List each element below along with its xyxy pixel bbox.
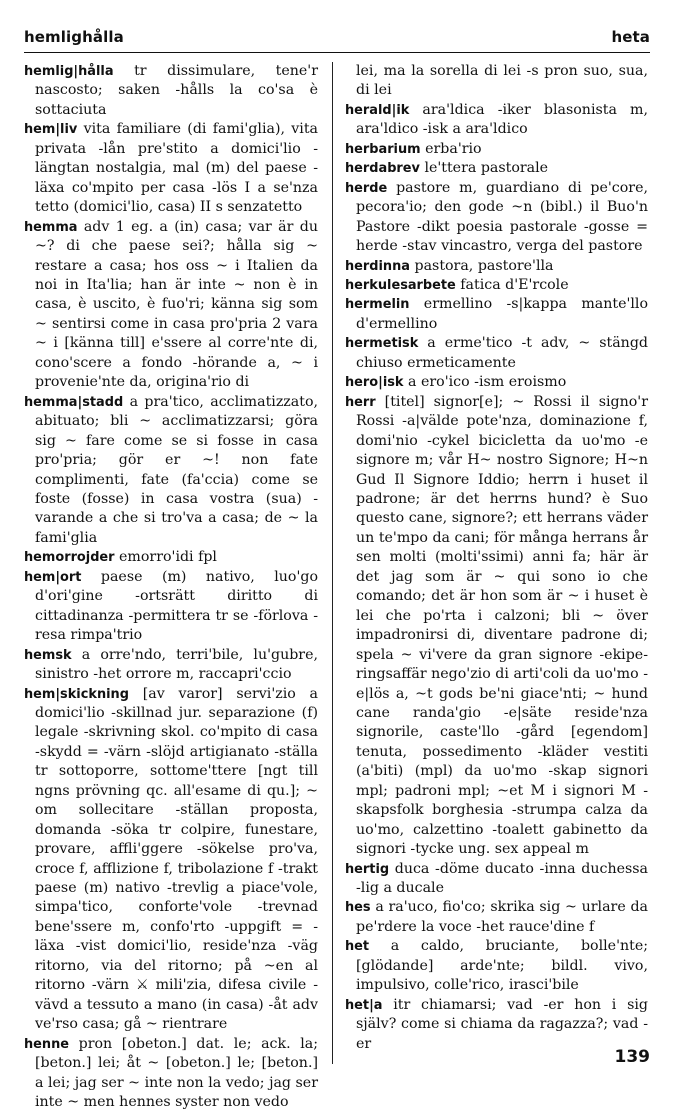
- headword: herald|ik: [345, 102, 410, 118]
- headword: herdinna: [345, 258, 410, 274]
- dictionary-entry: [24, 568, 318, 646]
- headword: herdabrev: [345, 161, 420, 177]
- headword: hemsk: [24, 647, 72, 663]
- dictionary-entry: [345, 276, 648, 295]
- entry-text: duca -döme ducato -inna duchessa -lig a ducale: [356, 860, 648, 897]
- dictionary-entry: [345, 373, 648, 392]
- headword: herkulesarbete: [345, 277, 456, 293]
- page-number: 139: [614, 1047, 650, 1067]
- entry-text: pastore m, guardiano di pe'core, pecora'io; den gode ~n (bibl.) il Buo'n Pastore -dikt poesia pastorale -gosse = herde -stav vincastro, verga del pastore: [356, 179, 648, 255]
- left-column: [24, 62, 318, 1112]
- dictionary-entry: [24, 548, 318, 567]
- dictionary-entry: [345, 393, 648, 860]
- dictionary-entry: [345, 101, 648, 140]
- dictionary-entry: [24, 685, 318, 1035]
- entry-text: tr dissimulare, tene'r nascosto; saken -hålls la co'sa è sottaciuta: [35, 63, 318, 118]
- headword: hermelin: [345, 297, 410, 313]
- dictionary-entry: [24, 1035, 318, 1112]
- dictionary-entry: [345, 140, 648, 159]
- entry-text: adv 1 eg. a (in) casa; var är du ~? di che paese sei?; hålla sig ~ restare a casa; hos oss ~ i Italien da noi in Ita'lia; han är inte ~ non è in casa, è uscito, è fuo'ri; känna sig som ~ sentirsi come in casa pro'pria 2 vara ~ i [känna till] e'ssere al corre'nte di, cono'scere a fondo -hörande a, ~ i provenie'nte da, origina'rio di: [35, 218, 318, 391]
- entry-text: a caldo, bruciante, bolle'nte; [glödande] arde'nte; bildl. vivo, impulsivo, colle'rico, irasci'bile: [356, 938, 648, 994]
- headword: het|a: [345, 997, 383, 1013]
- entry-text: a pra'tico, acclimatizzato, abituato; bli ~ acclimatizzarsi; göra sig ~ fare come se si fosse in casa pro'pria; gör er ~! non fate complimenti, fate (fa'ccia) come se foste (fosse) in casa vostra (sua) -varande a che si tro'va a casa; de ~ la fami'glia: [35, 393, 318, 546]
- headword: hero|isk: [345, 375, 404, 391]
- dictionary-entry: [345, 860, 648, 899]
- dictionary-entry: [24, 120, 318, 217]
- entry-text: itr chiamarsi; vad -er hon i sig själv? come si chiama da ragazza?; vad -er: [356, 996, 648, 1052]
- entry-text: emorro'idi fpl: [114, 549, 217, 566]
- entry-text: a erme'tico -t adv, ~ stängd chiuso ermeticamente: [356, 335, 648, 371]
- headword: hemma|stadd: [24, 394, 124, 410]
- entry-text: a orre'ndo, terri'bile, lu'gubre, sinistro -het orrore m, raccapri'ccio: [35, 646, 318, 683]
- entry-text: fatica d'E'rcole: [455, 276, 569, 293]
- entry-text: ermellino -s|kappa mante'llo d'ermellino: [356, 296, 648, 332]
- running-head-right: heta: [611, 28, 650, 46]
- dictionary-entry: [345, 937, 648, 995]
- dictionary-entry: [24, 62, 318, 120]
- dictionary-entry: [345, 898, 648, 937]
- headword: hermetisk: [345, 336, 419, 352]
- dictionary-entry: [24, 393, 318, 549]
- dictionary-entry: [345, 334, 648, 373]
- headword: herde: [345, 180, 388, 196]
- headword: henne: [24, 1036, 70, 1052]
- entry-text: [titel] signor[e]; ~ Rossi il signo'r Rossi -a|välde pote'nza, dominazione f, domi'nio -cykel bicicletta da uo'mo -e signore m; vår H~ nostro Signore; H~n Gud Il Signore Iddio; herrn i huset il padrone; är det herrns hund? è Suo questo cane, signore?; ett herrans väder un te'mpo da cani; för många herrans år sen molti (molti'ssimi) anni fa; här är det jag som är ~ qui sono io che comando; det är hon som är ~ i huset è lei che po'rta i calzoni; bli ~ över impadronirsi di, diventare padrone di; spela ~ vi'vere da gran signore -ekipe-ringsaffär nego'zio di arti'coli da uo'mo -e|lös a, ~t gods be'ni giace'nti; ~ hund cane randa'gio -e|säte reside'nza signorile, caste'llo -gård [egendom] tenuta, possedimento -kläder vestiti (a'biti) (mpl) da uo'mo -skap signori mpl; padroni mpl; ~et M i signori M -skapsfolk borghesia -strumpa calza da uo'mo, calzettino -toalett gabinetto da signori -tycke ung. sex appeal m: [356, 393, 648, 858]
- dictionary-entry: [345, 996, 648, 1054]
- right-column: [345, 62, 648, 1054]
- dictionary-entry: [24, 218, 318, 393]
- headword: herbarium: [345, 141, 421, 157]
- header-rule: [24, 52, 650, 53]
- entry-text: lei, ma la sorella di lei -s pron suo, sua, di lei: [356, 63, 648, 99]
- running-head-left: hemlighålla: [24, 28, 124, 46]
- entry-text: le'ttera pastorale: [419, 160, 549, 177]
- dictionary-entry: [345, 159, 648, 178]
- entry-text: paese (m) nativo, luo'go d'ori'gine -ortsrätt diritto di cittadinanza -permittera tr se -förlova -resa rimpa'trio: [35, 568, 318, 644]
- entry-text: vita familiare (di fami'glia), vita privata -lån pre'stito a domici'lio -längtan nostalgia, mal (m) del paese -läxa co'mpito per casa -lös I a se'nza tetto (domici'lio, casa) II s senzatetto: [35, 121, 318, 216]
- entry-text: a ero'ico -ism eroismo: [403, 374, 567, 391]
- dictionary-entry: [345, 295, 648, 334]
- dictionary-entry: [345, 257, 648, 276]
- entry-text: ara'ldica -iker blasonista m, ara'ldico -isk a ara'ldico: [356, 101, 648, 138]
- headword: herr: [345, 394, 376, 410]
- entry-text: pron [obeton.] dat. le; ack. la; [beton.] lei; åt ~ [obeton.] le; [beton.] a lei; jag ser ~ inte non la vedo; jag ser inte ~ men hennes syster non vedo: [35, 1035, 318, 1111]
- entry-text: pastora, pastore'lla: [409, 257, 554, 274]
- headword: hem|skickning: [24, 686, 129, 702]
- entry-text: erba'rio: [420, 140, 482, 157]
- headword: hem|ort: [24, 569, 82, 585]
- dictionary-entry: [345, 62, 648, 101]
- headword: hemorrojder: [24, 550, 115, 566]
- dictionary-entry: [345, 179, 648, 257]
- headword: hemma: [24, 219, 78, 235]
- headword: het: [345, 939, 370, 955]
- headword: hem|liv: [24, 122, 78, 138]
- entry-text: a ra'uco, fio'co; skrika sig ~ urlare da pe'rdere la voce -het rauce'dine f: [356, 899, 648, 935]
- column-divider: [332, 62, 333, 1064]
- headword: hemlig|hålla: [24, 64, 114, 79]
- dictionary-entry: [24, 646, 318, 685]
- headword: hes: [345, 900, 371, 916]
- entry-text: [av varor] servi'zio a domici'lio -skillnad jur. separazione (f) legale -skrivning skol. co'mpito di casa -skydd = -värn -slöjd artigianato -ställa tr sottoporre, sottome'ttere [ngt till ngns prövning qc. all'esame di qu.]; ~ om sollecitare -ställan proposta, domanda -söka tr colpire, funestare, provare, affli'ggere -sökelse pro'va, croce f, afflizione f, tribolazione f -trakt paese (m) nativo -trevlig a piace'vole, simpa'tico, conforte'vole -trevnad bene'ssere m, confo'rto -uppgift = -läxa -vist domici'lio, reside'nza -väg ritorno, via del ritorno; på ~en al ritorno -värn ⚔ mili'zia, difesa civile -vävd a tessuto a mano (in casa) -åt adv ve'rso casa; gå ~ rientrare: [35, 685, 318, 1033]
- headword: hertig: [345, 861, 390, 877]
